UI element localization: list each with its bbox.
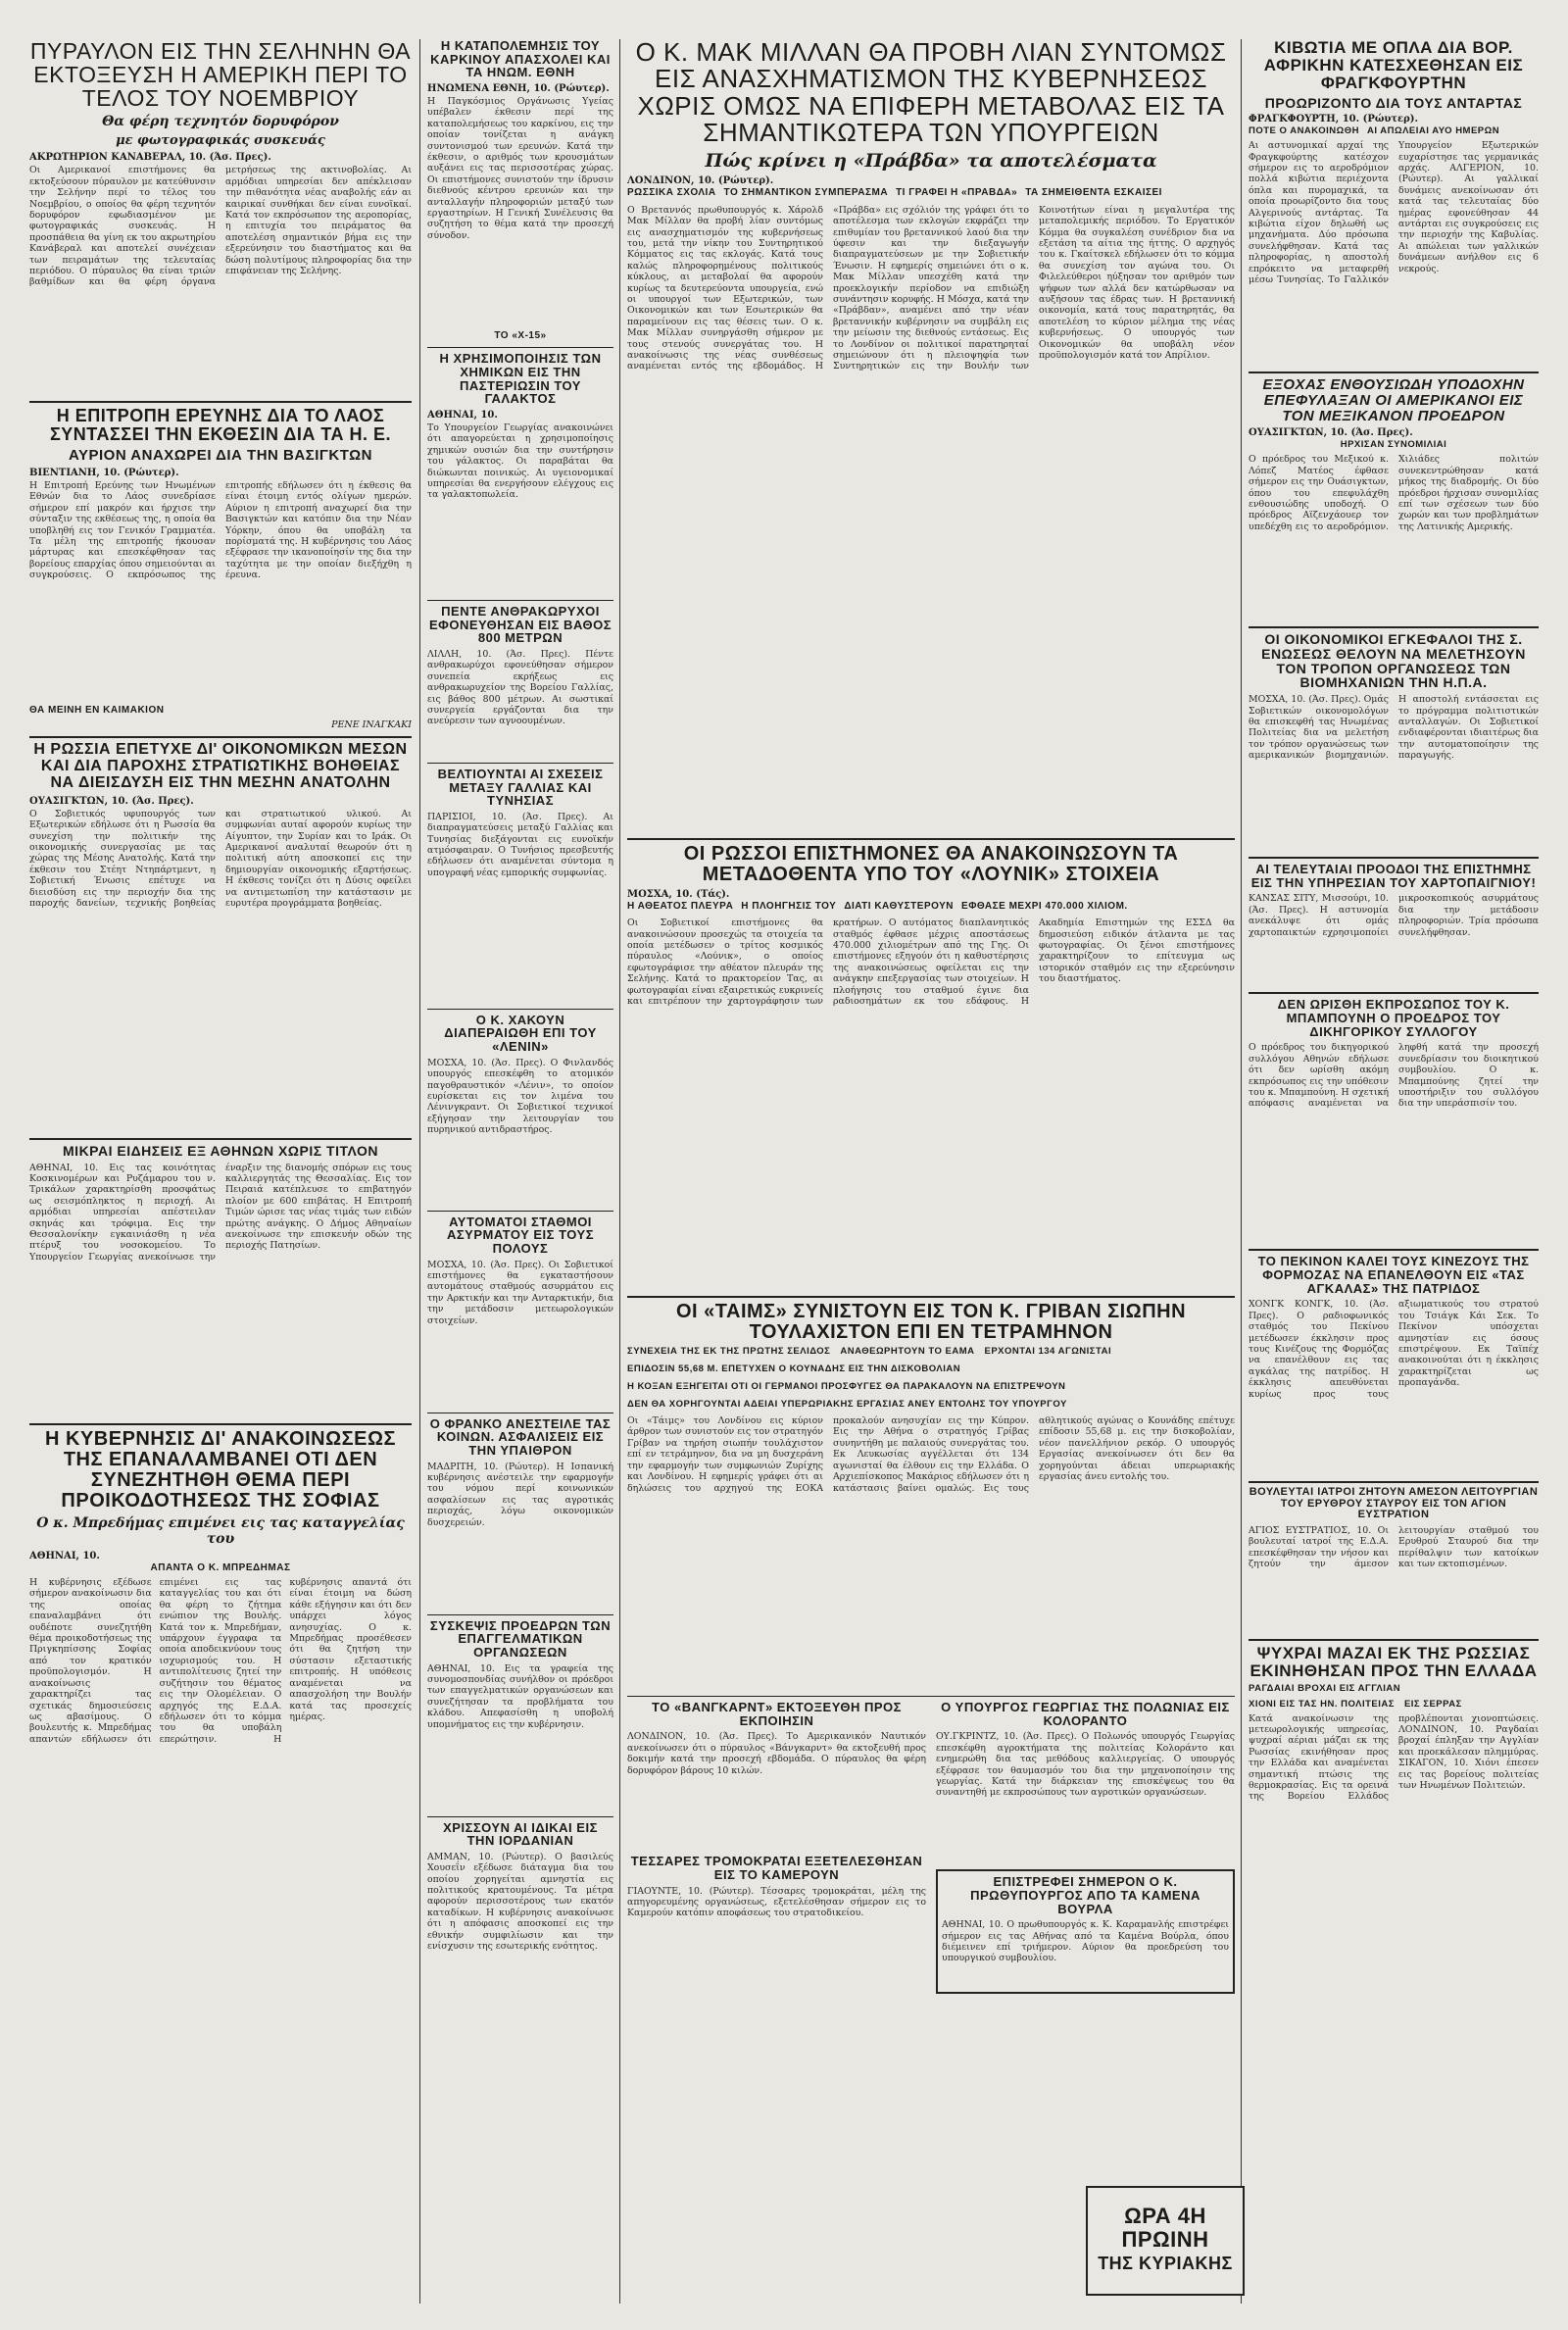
divider [427,763,613,764]
article-body: ΠΑΡΙΣΙΟΙ, 10. (Άσ. Πρες). Αι διαπραγματεύσεις μεταξύ Γαλλίας και Τυνησίας διεξάγονται εις ευνοϊκήν ατμόσφαιραν. Ο Τυνήσιος πρεσβευτής εδήλωσεν ότι αναμένεται σύντομα η υπογραφή νέας εμπορικής συμφωνίας. [427,811,613,878]
headline: ΚΙΒΩΤΙΑ ΜΕ ΟΠΛΑ ΔΙΑ ΒΟΡ. ΑΦΡΙΚΗΝ ΚΑΤΕΣΧΕΘΗΣΑΝ ΕΙΣ ΦΡΑΓΚΦΟΥΡΤΗΝ [1263,39,1524,92]
briefs-right [936,1701,1235,2000]
subheadline: με φωτογραφικάς συσκευάς [116,133,325,149]
story-laos [29,407,412,730]
headline: ΤΕΣΣΑΡΕΣ ΤΡΟΜΟΚΡΑΤΑΙ ΕΞΕΤΕΛΕΣΘΗΣΑΝ ΕΙΣ ΤΟ ΚΑΜΕΡΟΥΝ [630,1854,923,1882]
article-body: ΧΟΝΓΚ ΚΟΝΓΚ, 10. (Άσ. Πρες). Ο ραδιοφωνικός σταθμός του Πεκίνου μετέδωσεν έκκλησιν προς τους Κινέζους της Φορμόζας να επανέλθουν εις τας αγκάλας της πατρίδος. Η έκκλησις απευθύνεται κυρίως προς τους αξιωματικούς του στρατού του Τσιάγκ Κάι Σεκ. Το Πεκίνον υπόσχεται αμνηστίαν εις όσους επιστρέψουν. Εκ Ταϊπέχ ανακοινούται ότι η έκκλησις χαρακτηρίζεται ως προπαγάνδα. [1249,1299,1539,1400]
dateline: ΛΟΝΔΙΝΟΝ, 10. (Ρώυτερ). [627,175,774,187]
divider [427,600,613,601]
headline: ΒΟΥΛΕΥΤΑΙ ΙΑΤΡΟΙ ΖΗΤΟΥΝ ΑΜΕΣΟΝ ΛΕΙΤΟΥΡΓΙΑΝ ΤΟΥ ΕΡΥΘΡΟΥ ΣΤΑΥΡΟΥ ΕΙΣ ΤΟΝ ΑΓΙΟΝ ΕΥΣΤΡΑΤΙΟΝ [1249,1486,1539,1521]
story-professional-orgs [427,1619,613,1810]
article-body: Οι Σοβιετικοί επιστήμονες θα ανακοινώσουν προσεχώς τα στοιχεία τα οποία μετέδωσεν ο τρίτος κοσμικός πύραυλος «Λούνικ», ο οποίος εφωτογράφισε την αθέατον πλευράν της Σελήνης. Κατά το πρακτορείον Τας, αι φωτογραφίαι είναι εξαιρετικώς ευκρινείς και επιτρέπουν την χαρτογράφησιν των κρατήρων. Ο αυτόματος διαπλανητικός σταθμός έφθασε μέχρις αποστάσεως 470.000 χιλιομέτρων από της Γης. Οι επιστήμονες εξηγούν ότι η καθυστέρησις της ανακοινώσεως οφείλεται εις την ανάγκην επεξεργασίας των στοιχείων. Η πλοήγησις του σταθμού έγινε δια ραδιοσημάτων εκ του εδάφους. Η Ακαδημία Επιστημών της ΕΣΣΔ θα δημοσιεύση ειδικόν άτλαντα με τας φωτογραφίας. Οι ξένοι επιστήμονες χαρακτηρίζουν το επίτευγμα ως ιστορικόν σταθμόν εις την εξερεύνησιν του διαστήματος. [627,917,1235,1008]
story-franco [427,1417,613,1609]
article-body: Ο Βρεταννός πρωθυπουργός κ. Χάρολδ Μακ Μίλλαν θα προβή λίαν συντόμως εις ανασχηματισμόν της κυβερνήσεως του, μετά την νίκην του Συντηρητικού Κόμματος εις τας εκλογάς. Κατά τους καλώς πληροφορημένους πολιτικούς κύκλους, αι μεταβολαί θα αφορούν κυρίως τα δευτερεύοντα υπουργεία, ενώ οι υπουργοί των Εξωτερικών, των Οικονομικών και των Εσωτερικών θα παραμείνουν εις τας θέσεις των. Ο κ. Μακ Μίλλαν συνηργάσθη σήμερον με τους στενούς συνεργάτας του. Η ανακοίνωσις της νέας συνθέσεως αναμένεται εντός της εβδομάδος. Η «Πράβδα» εις σχόλιόν της γράφει ότι το αποτέλεσμα των εκλογών εκφράζει την επιθυμίαν του βρεταννικού λαού δια την ύφεσιν και την διεξαγωγήν διαπραγματεύσεων με την Σοβιετικήν Ένωσιν. Η εφημερίς σημειώνει ότι ο κ. Μακ Μίλλαν υπεσχέθη κατά την προεκλογικήν περίοδον να επιδιώξη συνάντησιν κορυφής. Η Μόσχα, κατά την «Πράβδαν», αναμένει από την νέαν βρεταννικήν κυβέρνησιν να συμβάλη εις την μείωσιν της διεθνούς εντάσεως. Εις το Λονδίνον οι πολιτικοί παρατηρηταί σημειώνουν ότι η πλειοψηφία των Συντηρητικών εις την Βουλήν των Κοινοτήτων είναι η μεγαλυτέρα της μεταπολεμικής περιόδου. Το Εργατικόν Κόμμα θα συγκαλέση συνέδριον δια να εξετάση τα αίτια της ήττης. Ο αρχηγός του κ. Γκαίτσκελ εδήλωσεν ότι το κόμμα θα συνεχίση τον αγώνα του. Οι Φιλελεύθεροι ηύξησαν τον αριθμόν των ψήφων των αλλά δεν κατώρθωσαν να αυξήσουν τας έδρας των. Η βρεταννική οικονομία, κατά τους παρατηρητάς, θα αποτελέση το κύριον μέλημα της νέας κυβερνήσεως. Ο υπουργός των Οικονομικών θα υποβάλη νέον προϋπολογισμόν κατά τον Απρίλιον. [627,204,1235,372]
dateline: ΗΝΩΜΕΝΑ ΕΘΝΗ, 10. (Ρώυτερ). [427,82,610,94]
notice-line: ΤΗΣ ΚΥΡΙΑΚΗΣ [1098,2253,1233,2273]
article-body: Ο πρόεδρος του Μεξικού κ. Λόπεζ Ματέος έφθασε σήμερον εις την Ουάσιγκτων, όπου του επεφυλάχθη ενθουσιώδης υποδοχή. Ο πρόεδρος Αϊζενχάουερ τον υπεδέχθη εις το αεροδρόμιον. Χιλιάδες πολιτών συνεκεντρώθησαν κατά μήκος της διαδρομής. Οι δύο πρόεδροι ήρχισαν συνομιλίας επί των σχέσεων των δύο χωρών και των προβλημάτων της Λατινικής Αμερικής. [1249,454,1539,532]
headline: Η ΚΑΤΑΠΟΛΕΜΗΣΙΣ ΤΟΥ ΚΑΡΚΙΝΟΥ ΑΠΑΣΧΟΛΕΙ ΚΑΙ ΤΑ ΗΝΩΜ. ΕΘΝΗ [430,39,611,80]
inner-heading: ΑΙ ΑΠΩΛΕΙΑΙ ΑΥΟ ΗΜΕΡΩΝ [1366,125,1500,137]
column-rule [619,39,620,2304]
subheadline: ΑΥΡΙΟΝ ΑΝΑΧΩΡΕΙ ΔΙΑ ΤΗΝ ΒΑΣΙΓΚΤΩΝ [69,447,372,465]
headline: ΠΥΡΑΥΛΟΝ ΕΙΣ ΤΗΝ ΣΕΛΗΝΗΝ ΘΑ ΕΚΤΟΞΕΥΣΗ Η ΑΜΕΡΙΚΗ ΠΕΡΙ ΤΟ ΤΕΛΟΣ ΤΟΥ ΝΟΕΜΒΡΙΟΥ [29,39,412,112]
story-russia-mideast [29,742,412,1131]
story-cameroon [627,1855,926,1973]
story-peking-formosa [1249,1255,1539,1475]
clock-notice-box [1086,2186,1245,2296]
inner-heading: ΤΙ ΓΡΑΦΕΙ Η «ΠΡΑΒΔΑ» [896,187,1018,199]
headline: ΤΟ «ΒΑΝΓΚΑΡΝΤ» ΕΚΤΟΞΕΥΘΗ ΠΡΟΣ ΕΚΠΟΙΗΣΙΝ [652,1700,902,1728]
article-body: ΑΘΗΝΑΙ, 10. Ο πρωθυπουργός κ. Κ. Καραμανλής επιστρέφει σήμερον εις τας Αθήνας από τα Καμένα Βούρλα, όπου διέμεινεν επί τριήμερον. Αύριον θα προεδρεύση του υπουργικού συμβουλίου. [942,1919,1229,1964]
article-body: ΑΓΙΟΣ ΕΥΣΤΡΑΤΙΟΣ, 10. Οι βουλευταί ιατροί της Ε.Δ.Α. επεσκέφθησαν την νήσον και ζητούν την άμεσον λειτουργίαν σταθμού του Ερυθρού Σταυρού δια την περίθαλψιν των κατοίκων και των εκτοπισμένων. [1249,1524,1539,1570]
divider [1249,857,1539,859]
article-body: Κατά ανακοίνωσιν της μετεωρολογικής υπηρεσίας, ψυχραί αέριαι μάζαι εκ της Ρωσσίας εκινήθησαν προς την Ελλάδα και αναμένεται σημαντική πτώσις της θερμοκρασίας. Εις τα ορεινά της Βορείου Ελλάδος προβλέπονται χιονοπτώσεις. ΛΟΝΔΙΝΟΝ, 10. Ραγδαίαι βροχαί έπληξαν την Αγγλίαν και προεκάλεσαν πλημμύρας. ΣΙΚΑΓΟΝ, 10. Χιόνι έπεσεν εις τας βορείους πολιτείας των Ηνωμένων Πολιτειών. [1249,1712,1539,1803]
divider [29,1423,412,1425]
inner-heading: ΕΦΘΑΣΕ ΜΕΧΡΙ 470.000 ΧΙΛΙΟΜ. [961,900,1128,912]
headline: Ο ΥΠΟΥΡΓΟΣ ΓΕΩΡΓΙΑΣ ΤΗΣ ΠΟΛΩΝΙΑΣ ΕΙΣ ΚΟΛΟΡΑΝΤΟ [941,1700,1230,1728]
inner-heading: ΘΑ ΜΕΙΝΗ ΕΝ ΚΑΙΜΑΚΙΟΝ [29,704,165,716]
divider [1249,992,1539,994]
story-rocket-moon [29,39,412,395]
briefs-left [627,1701,926,2000]
story-cards [1249,863,1539,986]
headline: ΒΕΛΤΙΟΥΝΤΑΙ ΑΙ ΣΧΕΣΕΙΣ ΜΕΤΑΞΥ ΓΑΛΛΙΑΣ ΚΑΙ ΤΥΝΗΣΙΑΣ [437,766,604,809]
divider [29,1138,412,1140]
inner-heading: ΡΑΓΔΑΙΑΙ ΒΡΟΧΑΙ ΕΙΣ ΑΓΓΛΙΑΝ [1249,1682,1401,1694]
column-rule [1241,39,1242,2304]
inner-heading: ΤΑ ΣΗΜΕΙΘΕΝΤΑ ΕΣΚΑΙΣΕΙ [1025,187,1162,199]
story-babounis [1249,998,1539,1243]
divider [1249,1639,1539,1641]
dateline: ΑΚΡΩΤΗΡΙΟΝ ΚΑΝΑΒΕΡΑΛ, 10. (Άσ. Πρες). [29,152,271,164]
story-france-tunisia [427,768,613,1003]
dateline: ΟΥΑΣΙΓΚΤΩΝ, 10. (Άσ. Πρες). [29,795,194,807]
article-body: ΜΑΔΡΙΤΗ, 10. (Ρώυτερ). Η Ισπανική κυβέρνησις ανέστειλε την εφαρμογήν του νόμου περί κοινωνικών ασφαλίσεων εις τας αγροτικάς περιοχάς, λόγω οικονομικών δυσχερειών. [427,1461,613,1528]
divider [627,838,1235,840]
headline: ΕΠΙΣΤΡΕΦΕΙ ΣΗΜΕΡΟΝ Ο Κ. ΠΡΩΘΥΠΟΥΡΓΟΣ ΑΠΟ ΤΑ ΚΑΜΕΝΑ ΒΟΥΡΛΑ [970,1874,1200,1916]
article-body: ΜΟΣΧΑ, 10. (Άσ. Πρες). Οι Σοβιετικοί επιστήμονες θα εγκαταστήσουν αυτομάτους σταθμούς ασυρμάτου εις την Αρκτικήν και την Ανταρκτικήν, δια την μετάδοσιν μετεωρολογικών στοιχείων. [427,1259,613,1326]
inner-headings [627,188,1235,203]
story-milk [427,352,613,594]
divider [427,1816,613,1817]
column-3 [627,39,1235,2304]
inner-heading: ΗΡΧΙΣΑΝ ΣΥΝΟΜΙΛΙΑΙ [1340,439,1447,451]
divider [1249,1249,1539,1251]
byline: ΡΕΝΕ ΙΝΑΓΚΑΚΙ [331,719,412,731]
column-1 [29,39,412,2304]
inner-heading: ΕΙΣ ΣΕΡΡΑΣ [1403,1698,1462,1710]
story-lunik [627,844,1235,1291]
headline: Ο Κ. ΜΑΚ ΜΙΛΛΑΝ ΘΑ ΠΡΟΒΗ ΛΙΑΝ ΣΥΝΤΟΜΩΣ ΕΙΣ ΑΝΑΣΧΗΜΑΤΙΣΜΟΝ ΤΗΣ ΚΥΒΕΡΝΗΣΕΩΣ ΧΩΡΙΣ ΟΜΩΣ ΝΑ ΕΠΙΦΕΡΗ ΜΕΤΑΒΟΛΑΣ ΕΙΣ ΤΑ ΣΗΜΑΝΤΙΚΩΤΕΡΑ ΤΩΝ ΥΠΟΥΡΓΕΙΩΝ [635,39,1227,147]
headline: Ο Κ. ΧΑΚΟΥΝ ΔΙΑΠΕΡΑΙΩΘΗ ΕΠΙ ΤΟΥ «ΛΕΝΙΝ» [444,1012,597,1055]
divider [627,1696,1235,1697]
notice-line: ΩΡΑ 4Η ΠΡΩΙΝΗ [1121,2204,1209,2252]
headline: ΣΥΣΚΕΨΙΣ ΠΡΟΕΔΡΩΝ ΤΩΝ ΕΠΑΓΓΕΛΜΑΤΙΚΩΝ ΟΡΓΑΝΩΣΕΩΝ [429,1617,612,1660]
inner-headings [627,1347,1235,1413]
story-times-grivas [627,1302,1235,1690]
inner-heading: ΣΥΝΕΧΕΙΑ ΤΗΣ ΕΚ ΤΗΣ ΠΡΩΤΗΣ ΣΕΛΙΔΟΣ [627,1346,831,1358]
dateline: ΒΙΕΝΤΙΑΝΗ, 10. (Ρώυτερ). [29,467,179,478]
inner-headings [1249,1684,1539,1713]
dateline: ΜΟΣΧΑ, 10. (Τάς). [627,888,730,900]
dateline: ΦΡΑΓΚΦΟΥΡΤΗ, 10. (Ρώυτερ). [1249,114,1418,125]
article-body: ΛΙΛΛΗ, 10. (Άσ. Πρες). Πέντε ανθρακωρύχοι εφονεύθησαν σήμερον συνεπεία εκρήξεως εις ανθρακωρυχείον της Βορείου Γαλλίας, εις βάθος 800 μέτρων. Αι σωστικαί συνεργεία εργάζονται δια την ανεύρεσιν των αγνοουμένων. [427,648,613,727]
inner-heading: ΔΕΝ ΘΑ ΧΟΡΗΓΟΥΝΤΑΙ ΑΔΕΙΑΙ ΥΠΕΡΩΡΙΑΚΗΣ ΕΡΓΑΣΙΑΣ ΑΝΕΥ ΕΝΤΟΛΗΣ ΤΟΥ ΥΠΟΥΡΓΟΥ [627,1399,1067,1411]
divider [29,401,412,403]
article-body: ΓΙΑΟΥΝΤΕ, 10. (Ρώυτερ). Τέσσαρες τρομοκράται, μέλη της απηγορευμένης οργανώσεως, εξετελέσθησαν σήμερον εις το Καμερούν κατόπιν αποφάσεως του στρατοδικείου. [627,1885,926,1919]
article-body: Αι αστυνομικαί αρχαί της Φραγκφούρτης κατέσχον σήμερον εις το αεροδρόμιον πολλά κιβώτια περιέχοντα όπλα και πυρομαχικά, τα οποία προωρίζοντο δια τους Αλγερινούς αντάρτας. Τα κιβώτια είχον δηλωθή ως μηχανήματα. Δύο πρόσωπα συνελήφθησαν. Κατά τας πληροφορίας, η αποστολή επρόκειτο να μεταφερθή μέσω Τυνησίας. Το Γαλλικόν Υπουργείον Εξωτερικών ευχαρίστησε τας γερμανικάς αρχάς. ΑΛΓΕΡΙΟΝ, 10. (Ρώυτερ). Αι γαλλικαί δυνάμεις ανεκοίνωσαν ότι κατά τας τελευταίας δύο ημέρας εφονεύθησαν 44 αντάρται εις συγκρούσεις εις την περιοχήν της Καβυλίας. Αι απώλειαι των γαλλικών δυνάμεων ανήλθον εις 6 νεκρούς. [1249,140,1539,286]
inner-headings [1249,126,1539,140]
divider [1249,626,1539,628]
headline: ΜΙΚΡΑΙ ΕΙΔΗΣΕΙΣ ΕΞ ΑΘΗΝΩΝ ΧΩΡΙΣ ΤΙΤΛΟΝ [63,1142,378,1159]
inner-heading: Η ΑΘΕΑΤΟΣ ΠΛΕΥΡΑ [627,900,734,912]
story-polish-minister [936,1701,1235,1863]
dateline: ΑΘΗΝΑΙ, 10. [427,409,498,421]
dateline: ΟΥΑΣΙΓΚΤΩΝ, 10. (Άσ. Πρες). [1249,427,1413,439]
story-pm-returns [936,1869,1235,1994]
subheadline: Θα φέρη τεχνητόν δορυφόρον [102,114,339,130]
divider [627,1296,1235,1298]
article-body: ΑΜΜΑΝ, 10. (Ρώυτερ). Ο βασιλεύς Χουσεΐν εξέδωσε διάταγμα δια του οποίου χορηγείται αμνηστία εις πολιτικούς κρατουμένους. Τα μέτρα αφορούν περισσοτέρους των εκατόν καταδίκων. Η κυβέρνησις ανακοίνωσε ότι η απόφασις αποσκοπεί εις την εθνικήν συμφιλίωσιν και την ενίσχυσιν της εσωτερικής ενότητος. [427,1851,613,1953]
divider [29,736,412,738]
inner-heading: ΑΠΑΝΤΑ Ο Κ. ΜΠΡΕΔΗΜΑΣ [150,1562,291,1573]
inner-heading: ΧΙΟΝΙ ΕΙΣ ΤΑΣ ΗΝ. ΠΟΛΙΤΕΙΑΣ [1249,1698,1395,1710]
article-body: Η κυβέρνησις εξέδωσε σήμερον ανακοίνωσιν δια της οποίας επαναλαμβάνει ότι ουδέποτε συνεζητήθη θέμα προικοδοτήσεως της Πριγκηπίσσης Σοφίας από τον κρατικόν προϋπολογισμόν. Η ανακοίνωσις χαρακτηρίζει τας σχετικάς δημοσιεύσεις ως αβασίμους. Ο βουλευτής κ. Μπρεδήμας απαντών εδήλωσεν ότι επιμένει εις τας καταγγελίας του και ότι θα φέρη το ζήτημα ενώπιον της Βουλής. Κατά τον κ. Μπρεδήμαν, υπάρχουν έγγραφα τα οποία αποδεικνύουν τους ισχυρισμούς του. Η αντιπολίτευσις ζητεί την συζήτησιν του θέματος εις την Ολομέλειαν. Ο αρχηγός της Ε.Δ.Α. εδήλωσεν ότι το κόμμα του θα υποβάλη επερώτησιν. Η κυβέρνησις απαντά ότι είναι έτοιμη να δώση κάθε εξήγησιν και ότι δεν υπάρχει λόγος ανησυχίας. Ο κ. Μπρεδήμας προσέθεσεν ότι θα ζητήση την σύστασιν εξεταστικής επιτροπής. Η υπόθεσις αναμένεται να απασχολήση την Βουλήν κατά τας προσεχείς ημέρας. [29,1577,412,1745]
headline: Η ΡΩΣΣΙΑ ΕΠΕΤΥΧΕ ΔΙ' ΟΙΚΟΝΟΜΙΚΩΝ ΜΕΣΩΝ ΚΑΙ ΔΙΑ ΠΑΡΟΧΗΣ ΣΤΡΑΤΙΩΤΙΚΗΣ ΒΟΗΘΕΙΑΣ ΝΑ ΔΙΕΙΣΔΥΣΗ ΕΙΣ ΤΗΝ ΜΕΣΗΝ ΑΝΑΤΟΛΗΝ [33,741,408,792]
story-jordan [427,1821,613,2205]
story-mexican-president [1249,377,1539,620]
article-body: ΜΟΣΧΑ, 10. (Άσ. Πρες). Ο Φινλανδός υπουργός επεσκέφθη το ατομικόν παγοθραυστικόν «Λένιν», το οποίον ευρίσκεται εις τον λιμένα του Λένινγκραντ. Οι Σοβιετικοί τεχνικοί εξήγησαν την λειτουργίαν του πυρηνικού αντιδραστήρος. [427,1057,613,1136]
article-body: ΚΑΝΣΑΣ ΣΙΤΥ, Μισσούρι, 10. (Άσ. Πρες). Η αστυνομία ανεκάλυψε ότι ομάς χαρτοπαικτών εχρησιμοποίει μικροσκοπικούς ασυρμάτους δια την μετάδοσιν πληροφοριών. Τρία πρόσωπα συνελήφθησαν. [1249,893,1539,938]
newspaper-page [29,39,1539,2304]
article-body: Η Παγκόσμιος Οργάνωσις Υγείας υπέβαλεν έκθεσιν περί της καταπολεμήσεως του καρκίνου, εις την οποίαν τονίζεται η ανάγκη συντονισμού των ερευνών. Κατά την έκθεσιν, ο αριθμός των κρουσμάτων αυξάνει εις τας περισσοτέρας χώρας. Οι επιστήμονες συνιστούν την ίδρυσιν διεθνούς κέντρου ερευνών και την ανταλλαγήν πληροφοριών μεταξύ των εργαστηρίων. Η Γενική Συνέλευσις θα συζητήση το θέμα κατά την προσεχή σύνοδον. [427,95,613,241]
article-body: Ο Σοβιετικός υφυπουργός των Εξωτερικών εδήλωσε ότι η Ρωσσία θα συνεχίση την πολιτικήν της οικονομικής συνεργασίας με τας χώρας της Μέσης Ανατολής. Κατά την έκθεσιν του Στέητ Ντηπάρτμεντ, η Σοβιετική Ένωσις επέτυχε να διεισδύση εις την περιοχήν δια της παροχής δανείων, τεχνικής βοηθείας και στρατιωτικού υλικού. Αι συμφωνίαι αυταί αφορούν κυρίως την Αίγυπτον, την Συρίαν και το Ιράκ. Οι Αμερικανοί αναλυταί θεωρούν ότι η πολιτική αύτη αποσκοπεί εις την δημιουργίαν οικονομικής εξαρτήσεως. Η έκθεσις τονίζει ότι η Δύσις οφείλει να αντιμετωπίση την κατάστασιν με ευρυτέρα προγράμματα βοηθείας. [29,808,412,910]
bottom-briefs [627,1701,1235,2000]
story-radio-stations [427,1215,613,1407]
story-cold-masses [1249,1645,1539,1909]
headline: ΑΥΤΟΜΑΤΟΙ ΣΤΑΘΜΟΙ ΑΣΥΡΜΑΤΟΥ ΕΙΣ ΤΟΥΣ ΠΟΛΟΥΣ [446,1214,595,1257]
article-body: Οι Αμερικανοί επιστήμονες θα εκτοξεύσουν πύραυλον με κατεύθυνσιν την Σελήνην περί το τέλος του Νοεμβρίου, ο οποίος θα φέρη τεχνητόν δορυφόρον εφωδιασμένον με φωτογραφικάς συσκευάς. Η προσπάθεια θα γίνη εκ του ακρωτηρίου Κανάβεραλ και αποτελεί συνέχειαν των πειραμάτων της τελευταίας περιόδου. Ο πύραυλος θα είναι τριών βαθμίδων και θα φέρη όργανα μετρήσεως της ακτινοβολίας. Αι αρμόδιαι υπηρεσίαι δεν απέκλεισαν την πιθανότητα νέας αναβολής εάν αι καιρικαί συνθήκαι δεν είναι ευνοϊκαί. Κατά τον εκπρόσωπον της αεροπορίας, η επιτυχία του πειράματος θα αποτελέση σημαντικόν βήμα εις την εξερεύνησιν του διαστήματος και θα δώση πολυτίμους πληροφορίας δια την επιφάνειαν της Σελήνης. [29,165,412,288]
inner-heading: ΠΟΤΕ Ο ΑΝΑΚΟΙΝΩΘΗ [1249,125,1359,137]
headline: ΨΥΧΡΑΙ ΜΑΖΑΙ ΕΚ ΤΗΣ ΡΩΣΣΙΑΣ ΕΚΙΝΗΘΗΣΑΝ ΠΡΟΣ ΤΗΝ ΕΛΛΑΔΑ [1250,1643,1538,1680]
article-body: ΑΘΗΝΑΙ, 10. Εις τας κοινότητας Κοσκινομέρων και Ρυζάμαρου του ν. Τρικάλων χαρακτηρίσθη προσφάτως ως σεισμόπληκτος η περιοχή. Αι αρμόδιαι υπηρεσίαι απέστειλαν σκηνάς και τρόφιμα. Εις την Θεσσαλονίκην εγκαινιάσθη η νέα πτέρυξ του νοσοκομείου. Το Υπουργείον Γεωργίας ανεκοίνωσε την έναρξιν της διανομής σπόρων εις τους καλλιεργητάς της Θεσσαλίας. Εις τον Πειραιά κατέπλευσε το επιβατηγόν πλοίον με 600 επιβάτας. Η Επιτροπή Τιμών ώρισε τας νέας τιμάς των ειδών πρώτης ανάγκης. Ο Δήμος Αθηναίων ανεκοίνωσε την επισκευήν οδών της περιοχής Πατησίων. [29,1162,412,1263]
headline: Η ΧΡΗΣΙΜΟΠΟΙΗΣΙΣ ΤΩΝ ΧΗΜΙΚΩΝ ΕΙΣ ΤΗΝ ΠΑΣΤΕΡΙΩΣΙΝ ΤΟΥ ΓΑΛΑΚΤΟΣ [439,351,602,407]
article-body: ΟΥ.ΓΚΡΙΝΤΖ, 10. (Άσ. Πρες). Ο Πολωνός υπουργός Γεωργίας επεσκέφθη αγροκτήματα της πολιτείας Κολοράντο και ενημερώθη δια τας μεθόδους καλλιεργείας. Ο υπουργός εξέφρασε τον θαυμασμόν του δια την μηχανοποίησιν της γεωργίας. Κατά την διάρκειαν της επισκέψεως του θα συναντηθή με εκπροσώπους των αγροτικών οργανώσεων. [936,1731,1235,1799]
headline: ΕΞΟΧΑΣ ΕΝΘΟΥΣΙΩΔΗ ΥΠΟΔΟΧΗΝ ΕΠΕΦΥΛΑΞΑΝ ΟΙ ΑΜΕΡΙΚΑΝΟΙ ΕΙΣ ΤΟΝ ΜΕΞΙΚΑΝΟΝ ΠΡΟΕΔΡΟΝ [1262,376,1525,424]
headline: ΠΕΝΤΕ ΑΝΘΡΑΚΩΡΥΧΟΙ ΕΦΟΝΕΥΘΗΣΑΝ ΕΙΣ ΒΑΘΟΣ 800 ΜΕΤΡΩΝ [428,603,612,646]
column-rule [419,39,420,2304]
article-body: ΛΟΝΔΙΝΟΝ, 10. (Άσ. Πρες). Το Αμερικανικόν Ναυτικόν ανεκοίνωσεν ότι ο πύραυλος «Βάνγκαρντ» θα εκτοξευθή προς δοκιμήν κατά την προσεχή εβδομάδα. Ο πύραυλος θα φέρη δορυφόρον βάρους 10 κιλών. [627,1731,926,1776]
divider [427,347,613,348]
story-macmillan [627,39,1235,832]
divider [427,1211,613,1212]
headline: ΑΙ ΤΕΛΕΥΤΑΙΑΙ ΠΡΟΟΔΟΙ ΤΗΣ ΕΠΙΣΤΗΜΗΣ ΕΙΣ ΤΗΝ ΥΠΗΡΕΣΙΑΝ ΤΟΥ ΧΑΡΤΟΠΑΙΓΝΙΟΥ! [1250,862,1537,890]
story-vanguard [627,1701,926,1849]
headline: ΤΟ ΠΕΚΙΝΟΝ ΚΑΛΕΙ ΤΟΥΣ ΚΙΝΕΖΟΥΣ ΤΗΣ ΦΟΡΜΟΖΑΣ ΝΑ ΕΠΑΝΕΛΘΟΥΝ ΕΙΣ «ΤΑΣ ΑΓΚΑΛΑΣ» ΤΗΣ ΠΑΤΡΙΔΟΣ [1257,1254,1530,1296]
inner-heading: ΤΟ «Χ-15» [494,329,547,341]
story-soviet-economists [1249,632,1539,851]
inner-heading: ΕΡΧΟΝΤΑΙ 134 ΑΓΩΝΙΣΤΑΙ [984,1346,1112,1358]
inner-heading: ΑΝΑΘΕΩΡΗΤΟΥΝ ΤΟ ΕΑΜΑ [840,1346,975,1358]
article-body: ΜΟΣΧΑ, 10. (Άσ. Πρες). Ομάς Σοβιετικών οικονομολόγων θα επισκεφθή τας Ηνωμένας Πολιτείας δια να μελετήση τον τρόπον οργανώσεως των αμερικανικών βιομηχανιών. Η αποστολή εντάσσεται εις το πρόγραμμα πολιτιστικών ανταλλαγών. Οι Σοβιετικοί ενδιαφέρονται ιδιαιτέρως δια την αυτοματοποίησιν της παραγωγής. [1249,694,1539,762]
divider [1249,372,1539,373]
story-lenin [427,1014,613,1205]
story-weapons-frankfurt [1249,39,1539,366]
story-cancer [427,39,613,341]
column-2 [427,39,613,2304]
headline: ΔΕΝ ΩΡΙΣΘΗ ΕΚΠΡΟΣΩΠΟΣ ΤΟΥ Κ. ΜΠΑΜΠΟΥΝΗ Ο ΠΡΟΕΔΡΟΣ ΤΟΥ ΔΙΚΗΓΟΡΙΚΟΥ ΣΥΛΛΟΓΟΥ [1277,997,1510,1039]
dateline: ΑΘΗΝΑΙ, 10. [29,1550,100,1562]
inner-heading: ΕΠΙΔΟΣΙΝ 55,68 Μ. ΕΠΕΤΥΧΕΝ Ο ΚΟΥΝΑΔΗΣ ΕΙΣ ΤΗΝ ΔΙΣΚΟΒΟΛΙΑΝ [627,1363,961,1375]
divider [427,1614,613,1615]
headline: Η ΚΥΒΕΡΝΗΣΙΣ ΔΙ' ΑΝΑΚΟΙΝΩΣΕΩΣ ΤΗΣ ΕΠΑΝΑΛΑΜΒΑΝΕΙ ΟΤΙ ΔΕΝ ΣΥΝΕΖΗΤΗΘΗ ΘΕΜΑ ΠΕΡΙ ΠΡΟΙΚΟΔΟΤΗΣΕΩΣ ΤΗΣ ΣΟΦΙΑΣ [45,1427,396,1512]
inner-heading: ΡΩΣΣΙΚΑ ΣΧΟΛΙΑ [627,187,716,199]
headline: ΧΡΙΣΣΟΥΝ ΑΙ ΙΔΙΚΑΙ ΕΙΣ ΤΗΝ ΙΟΡΔΑΝΙΑΝ [443,1819,598,1849]
article-body: Ο πρόεδρος του δικηγορικού συλλόγου Αθηνών εδήλωσε ότι δεν ωρίσθη ακόμη εκπρόσωπος εις την υπόθεσιν του κ. Μπαμπούνη. Η σχετική απόφασις αναμένεται να ληφθή κατά την προσεχή συνεδρίασιν του διοικητικού συμβουλίου. Ο κ. Μπαμπούνης ζητεί την υποστήριξιν του συλλόγου δια την υπεράσπισίν του. [1249,1042,1539,1110]
story-government-sofia [29,1429,412,2127]
inner-heading: ΔΙΑΤΙ ΚΑΘΥΣΤΕΡΟΥΝ [844,900,955,912]
story-miners [427,605,613,757]
divider [1249,1481,1539,1483]
column-4 [1249,39,1539,2304]
headline: ΟΙ «ΤΑΙΜΣ» ΣΥΝΙΣΤΟΥΝ ΕΙΣ ΤΟΝ Κ. ΓΡΙΒΑΝ ΣΙΩΠΗΝ ΤΟΥΛΑΧΙΣΤΟΝ ΕΠΙ ΕΝ ΤΕΤΡΑΜΗΝΟΝ [675,1301,1187,1344]
subheadline: Πώς κρίνει η «Πράβδα» τα αποτελέσματα [705,150,1157,173]
divider [427,1009,613,1010]
article-body: Οι «Τάιμς» του Λονδίνου εις κύριον άρθρον των συνιστούν εις τον στρατηγόν Γρίβαν να τηρήση σιωπήν τουλάχιστον επί εν τετράμηνον, δια να μη δυσχεράνη την εφαρμογήν των συμφωνιών Ζυρίχης και Λονδίνου. Η εφημερίς γράφει ότι αι δηλώσεις του αρχηγού της ΕΟΚΑ προκαλούν ανησυχίαν εις την Κύπρον. Εις την Αθήνα ο στρατηγός Γρίβας συνηντήθη με παλαιούς συνεργάτας του. Εκ Λευκωσίας αγγέλλεται ότι 134 αγωνισταί θα έλθουν εις την Ελλάδα. Ο Αρχιεπίσκοπος Μακάριος εδήλωσεν ότι η κατάστασις βαίνει ομαλώς. Εις τους αθλητικούς αγώνας ο Κουνάδης επέτυχε επίδοσιν 55,68 μ. εις την δισκοβολίαν, νέον πανελλήνιον ρεκόρ. Ο υπουργός Εργασίας ανεκοίνωσεν ότι δεν θα χορηγούνται άδειαι υπερωριακής εργασίας άνευ εντολής του. [627,1415,1235,1494]
subheadline: ΠΡΟΩΡΙΖΟΝΤΟ ΔΙΑ ΤΟΥΣ ΑΝΤΑΡΤΑΣ [1264,94,1523,111]
inner-heading: Η ΚΟΞΑΝ ΕΞΗΓΕΙΤΑΙ ΟΤΙ ΟΙ ΓΕΡΜΑΝΟΙ ΠΡΟΣΦΥΓΕΣ ΘΑ ΠΑΡΑΚΑΛΟΥΝ ΝΑ ΕΠΙΣΤΡΕΨΟΥΝ [627,1381,1066,1393]
headline: Ο ΦΡΑΝΚΟ ΑΝΕΣΤΕΙΛΕ ΤΑΣ ΚΟΙΝΩΝ. ΑΣΦΑΛΙΣΕΙΣ ΕΙΣ ΤΗΝ ΥΠΑΙΘΡΟΝ [429,1415,612,1458]
headline: Η ΕΠΙΤΡΟΠΗ ΕΡΕΥΝΗΣ ΔΙΑ ΤΟ ΛΑΟΣ ΣΥΝΤΑΣΣΕΙ ΤΗΝ ΕΚΘΕΣΙΝ ΔΙΑ ΤΑ Η. Ε. [50,406,391,445]
inner-heading: ΤΟ ΣΗΜΑΝΤΙΚΟΝ ΣΥΜΠΕΡΑΣΜΑ [723,187,889,199]
inner-heading: Η ΠΛΟΗΓΗΣΙΣ ΤΟΥ [741,900,837,912]
story-red-cross [1249,1487,1539,1633]
inner-headings [627,902,1235,917]
article-body: Η Επιτροπή Ερεύνης των Ηνωμένων Εθνών δια το Λάος συνεδρίασε σήμερον επί μακρόν και ήρχισε την σύνταξιν της εκθέσεως της, η οποία θα υποβληθή εις τον Γενικόν Γραμματέα. Τα μέλη της επιτροπής ήκουσαν μάρτυρας και επεσκέφθησαν τας βορείους επαρχίας όπου σημειούνται αι συγκρούσεις. Ο εκπρόσωπος της επιτροπής εδήλωσεν ότι η έκθεσις θα είναι έτοιμη εντός ολίγων ημερών. Αύριον η επιτροπή αναχωρεί δια την Βασιγκτών και κατόπιν δια την Νέαν Υόρκην, όπου θα υποβάλη τα πορίσματά της. Η κυβέρνησις του Λάος εξέφρασε την ικανοποίησίν της δια την ταχύτητα με την οποίαν διεξήχθη η έρευνα. [29,479,412,581]
headline: ΟΙ ΡΩΣΣΟΙ ΕΠΙΣΤΗΜΟΝΕΣ ΘΑ ΑΝΑΚΟΙΝΩΣΟΥΝ ΤΑ ΜΕΤΑΔΟΘΕΝΤΑ ΥΠΟ ΤΟΥ «ΛΟΥΝΙΚ» ΣΤΟΙΧΕΙΑ [683,842,1179,885]
story-athens-briefs [29,1144,412,1417]
article-body: ΑΘΗΝΑΙ, 10. Εις τα γραφεία της συνομοσπονδίας συνήλθον οι πρόεδροι των επαγγελματικών οργανώσεων και συνεζήτησαν τα προβλήματα του κλάδου. Απεφασίσθη η υποβολή υπομνήματος εις την κυβέρνησιν. [427,1662,613,1730]
subheadline: Ο κ. Μπρεδήμας επιμένει εις τας καταγγελίας του [36,1514,405,1547]
headline: ΟΙ ΟΙΚΟΝΟΜΙΚΟΙ ΕΓΚΕΦΑΛΟΙ ΤΗΣ Σ. ΕΝΩΣΕΩΣ ΘΕΛΟΥΝ ΝΑ ΜΕΛΕΤΗΣΟΥΝ ΤΟΝ ΤΡΟΠΟΝ ΟΡΓΑΝΩΣΕΩΣ ΤΩΝ ΒΙΟΜΗΧΑΝΙΩΝ ΤΗΝ Η.Π.Α. [1261,631,1526,691]
article-body: Το Υπουργείον Γεωργίας ανακοινώνει ότι απαγορεύεται η χρησιμοποίησις χημικών ουσιών δια την συντήρησιν του γάλακτος. Οι παραβάται θα διώκωνται ποινικώς. Αι υγειονομικαί υπηρεσίαι θα ενεργήσουν ελέγχους εις τα γαλακτοπωλεία. [427,421,613,501]
